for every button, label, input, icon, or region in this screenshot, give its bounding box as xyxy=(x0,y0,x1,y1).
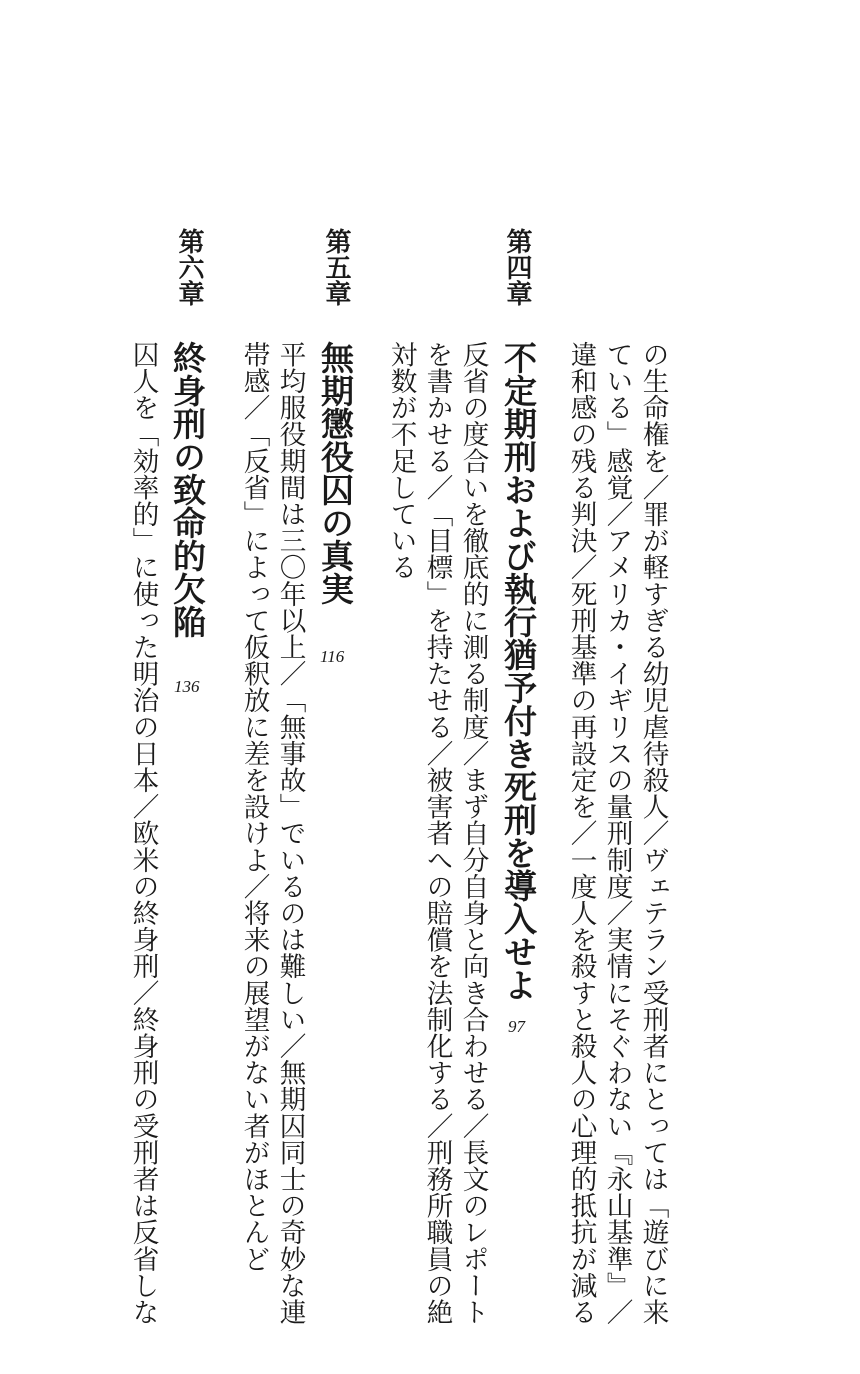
chapter-6-page-number: 136 xyxy=(174,677,200,696)
chapter-4-summary-line-1: 反省の度合いを徹底的に測る制度／まず自分自身と向き合わせる／長文のレポート xyxy=(457,341,489,1326)
chapter-6-number: 第六章 xyxy=(174,228,204,306)
chapter-6-title: 終身刑の致命的欠陥 xyxy=(168,341,207,638)
previous-summary-line-3: 違和感の残る判決／死刑基準の再設定を／一度人を殺すと殺人の心理的抵抗が減る xyxy=(565,341,597,1326)
previous-summary-line-2: ている」感覚／アメリカ・イギリスの量刑制度／実情にそぐわない『永山基準』／ xyxy=(601,341,633,1326)
previous-summary-line-1: の生命権を／罪が軽すぎる幼児虐待殺人／ヴェテラン受刑者にとっては「遊びに来 xyxy=(637,341,669,1326)
chapter-5-summary-line-2: 帯感／「反省」によって仮釈放に差を設けよ／将来の展望がない者がほとんど xyxy=(238,341,270,1272)
chapter-4-page-number: 97 xyxy=(508,1017,525,1036)
chapter-6-summary-line-1: 囚人を「効率的」に使った明治の日本／欧米の終身刑／終身刑の受刑者は反省しな xyxy=(127,341,159,1326)
chapter-5-number: 第五章 xyxy=(321,228,351,306)
chapter-5-summary-line-1: 平均服役期間は三〇年以上／「無事故」でいるのは難しい／無期囚同士の奇妙な連 xyxy=(274,341,306,1326)
chapter-4-summary-line-2: を書かせる／「目標」を持たせる／被害者への賠償を法制化する／刑務所職員の絶 xyxy=(421,341,453,1326)
chapter-4-summary-line-3: 対数が不足している xyxy=(385,341,417,581)
chapter-5-page-number: 116 xyxy=(320,647,345,666)
chapter-5-title: 無期懲役囚の真実 xyxy=(316,341,355,605)
chapter-4-number: 第四章 xyxy=(502,228,532,306)
chapter-4-title: 不定期刑および執行猶予付き死刑を導入せよ xyxy=(499,341,538,1001)
